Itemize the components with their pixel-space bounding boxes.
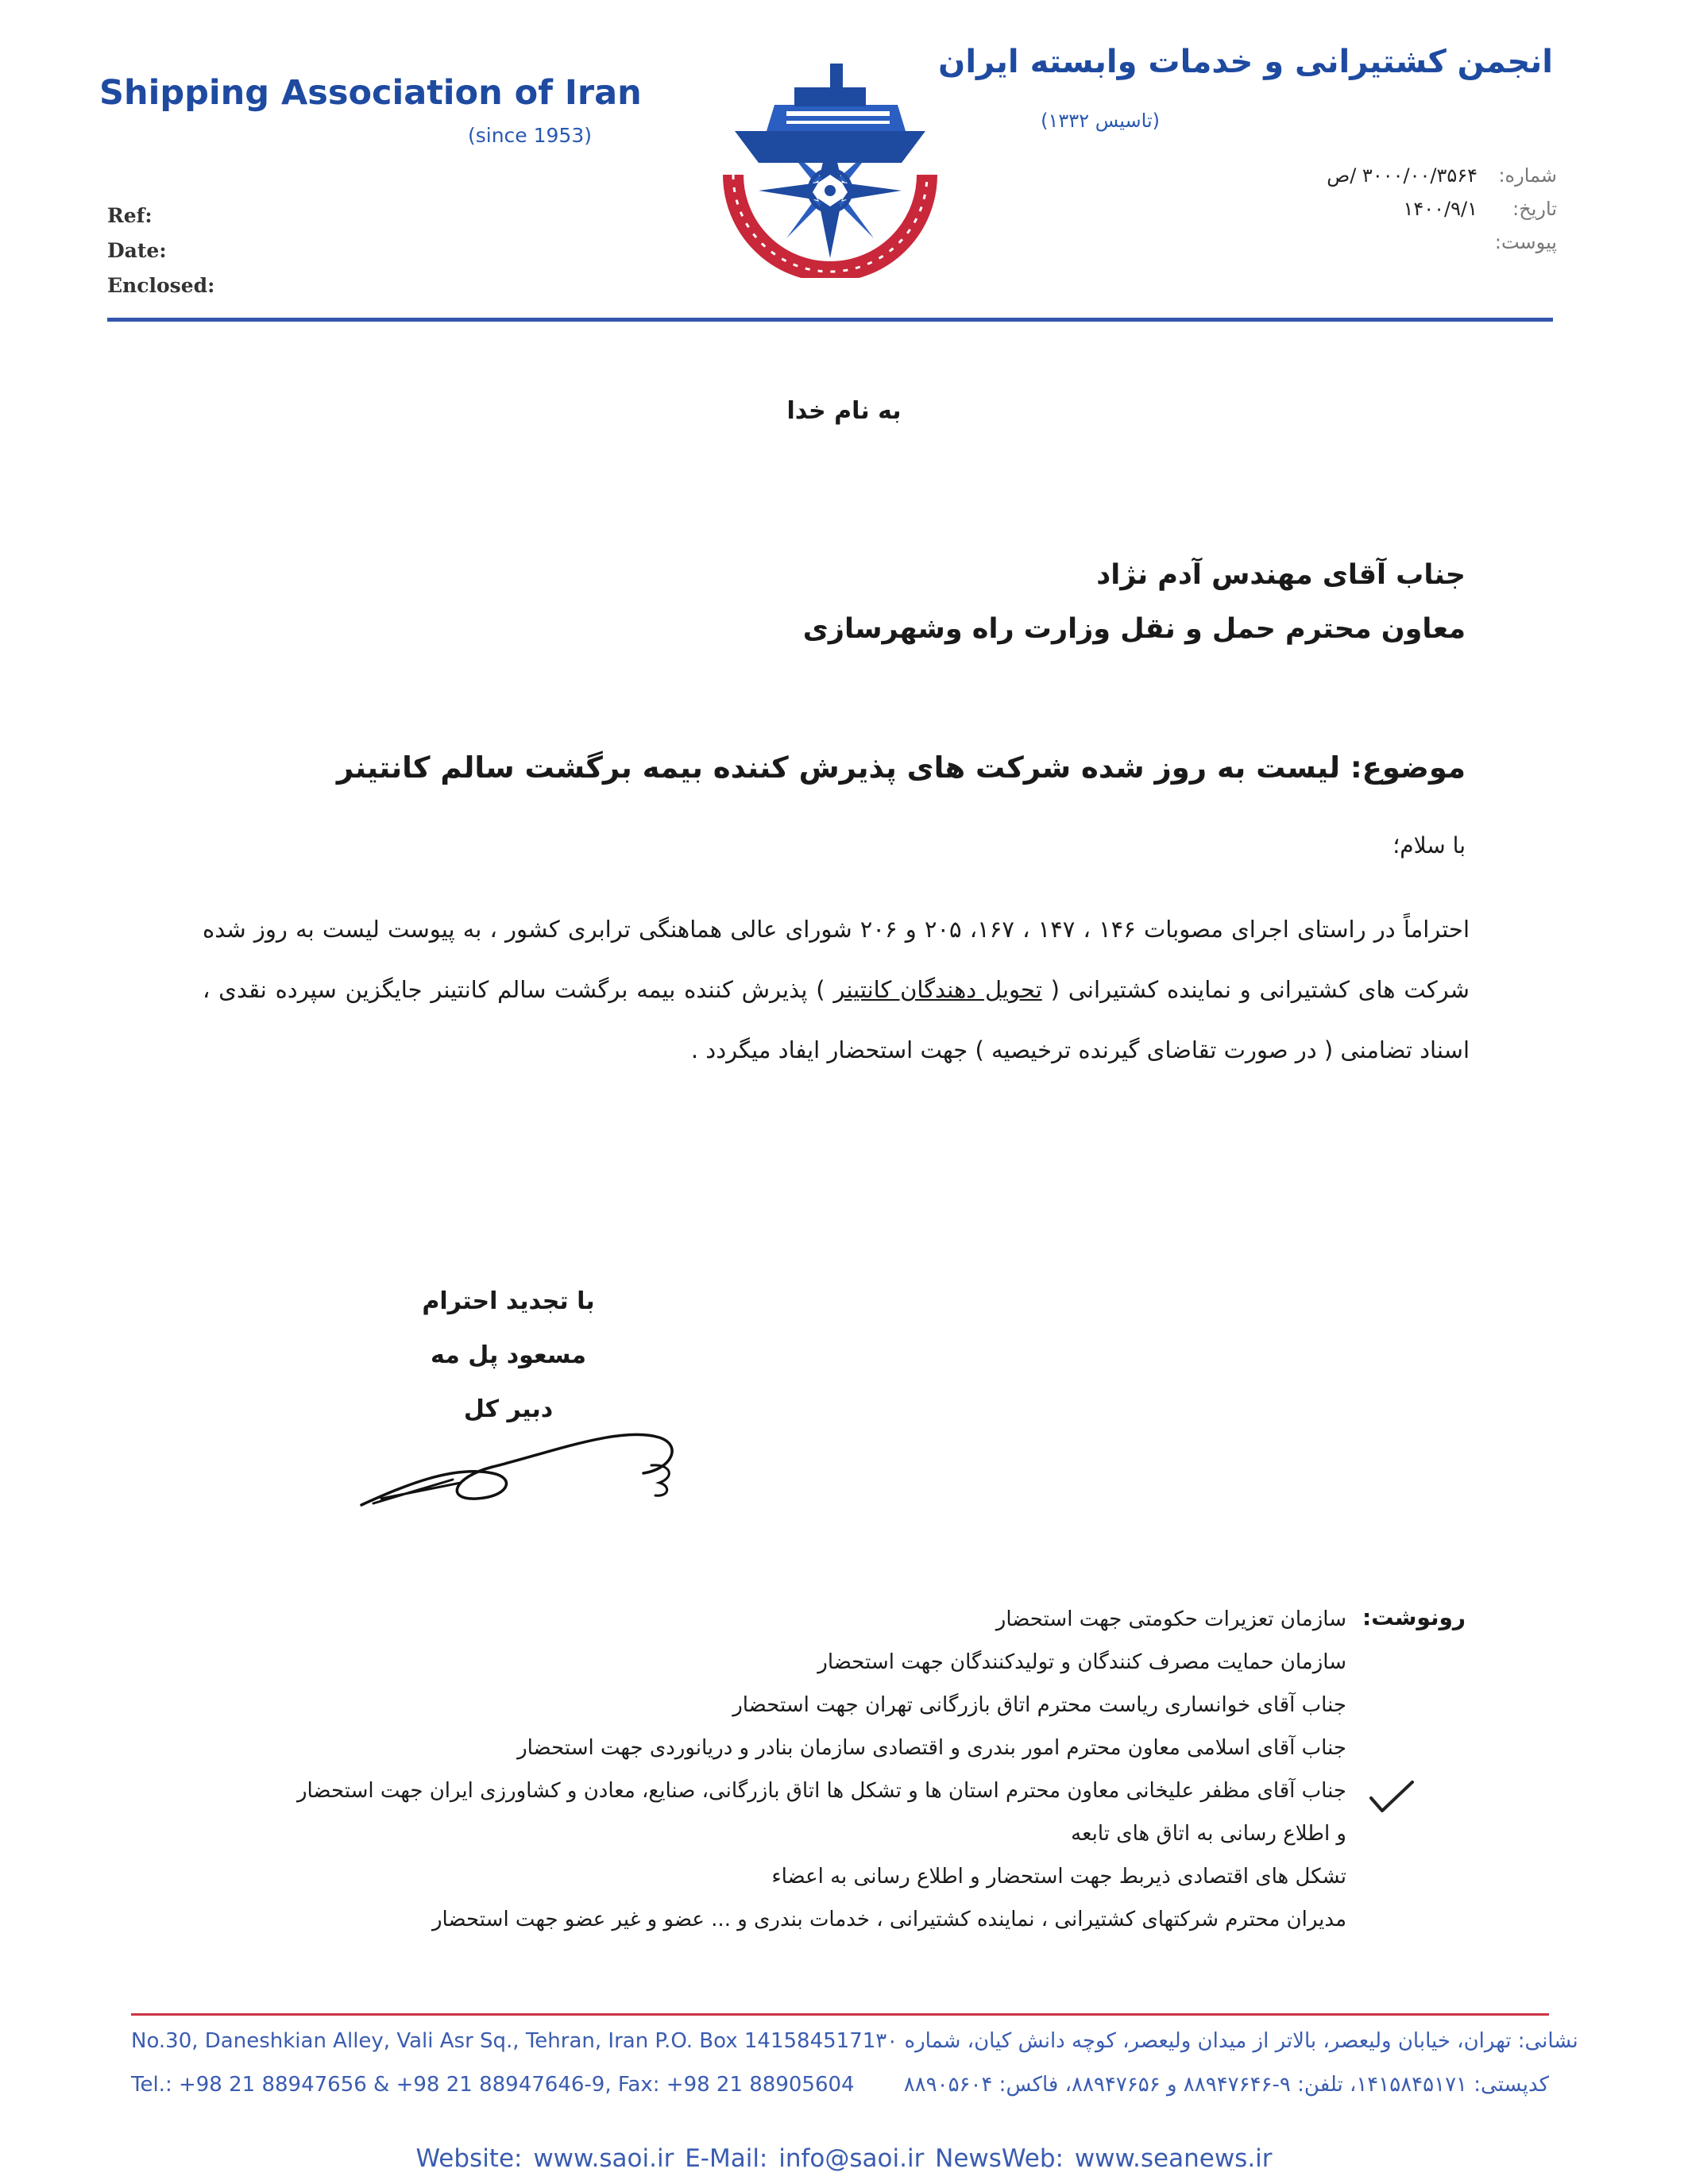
footer-web-links[interactable]: Website: www.saoi.ir E-Mail: info@saoi.ir NewsWeb: www.seanews.ir [415,2144,1273,2173]
reference-labels [107,199,214,303]
enclosed-label: Enclosed: [107,274,215,297]
persian-founded-year: (تاسیس ۱۳۳۲) [1041,110,1160,132]
ref-label: Ref: [107,204,153,227]
cc-item: جناب آقای اسلامی معاون محترم امور بندری و اقتصادی سازمان بنادر و دریانوردی جهت استحضار [517,1736,1346,1760]
recipient-name: جناب آقای مهندس آدم نژاد [1096,559,1466,591]
letter-meta-block [1295,159,1557,259]
number-value: ۳۰۰۰/۰۰/۳۵۶۴ /ص [1327,164,1477,187]
recipient-block [803,548,1466,656]
greeting: با سلام؛ [1393,832,1466,859]
footer-address-line [131,2029,1578,2053]
cc-item: جناب آقای مظفر علیخانی معاون محترم استان ها و تشکل ها اتاق بازرگانی، صنایع، معادن و کشاورزی ایران جهت استحضار [296,1779,1346,1803]
body-paragraph [203,899,1470,1080]
footer-phone-line [131,2073,1549,2097]
footer-address-fa: نشانی: تهران، خیابان ولیعصر، بالاتر از میدان ولیعصر، کوچه دانش کیان، شماره ۳۰ [875,2029,1578,2053]
date-value: ۱۴۰۰/۹/۱ [1403,198,1477,220]
footer-address-en: No.30, Daneshkian Alley, Vali Asr Sq., Tehran, Iran P.O. Box 1415845171 [131,2029,876,2053]
closing-regards: با تجدید احترام [422,1287,595,1315]
date-label-fa: تاریخ: [1512,198,1557,220]
header-divider [107,318,1553,322]
cc-item: سازمان تعزیرات حکومتی جهت استحضار [995,1607,1346,1631]
number-row [1295,159,1557,192]
cc-item: و اطلاع رسانی به اتاق های تابعه [1071,1822,1346,1846]
handwritten-signature [357,1410,691,1521]
body-underlined-text: تحویل دهندگان کانتینر [833,976,1042,1003]
enclosed-row [1295,226,1557,259]
cc-item: جناب آقای خوانساری ریاست محترم اتاق بازرگانی تهران جهت استحضار [732,1693,1346,1717]
footer-phone-en: Tel.: +98 21 88947656 & +98 21 88947646-9, Fax: +98 21 88905604 [131,2073,855,2097]
persian-org-name: انجمن کشتیرانی و خدمات وابسته ایران [938,44,1553,80]
signer-title: دبیر کل [463,1395,554,1423]
date-row [1295,192,1557,226]
letter-subject: موضوع: لیست به روز شده شرکت های پذیرش کننده بیمه برگشت سالم کانتینر [336,751,1466,785]
checkmark-icon [1368,1777,1416,1817]
cc-item: تشکل های اقتصادی ذیربط جهت استحضار و اطلاع رسانی به اعضاء [771,1865,1346,1889]
date-label: Date: [107,239,167,262]
ship-compass-emblem-icon [711,56,949,278]
enclosed-label-fa: پیوست: [1494,231,1557,253]
english-founded-year: (since 1953) [467,124,592,147]
basmala: به نام خدا [786,397,902,425]
cc-list [187,1598,1346,1941]
footer-phone-fa: کدپستی: ۱۴۱۵۸۴۵۱۷۱، تلفن: ۹-۸۸۹۴۷۶۴۶ و ۸۸۹۴۷۶۵۶، فاکس: ۸۸۹۰۵۶۰۴ [903,2073,1549,2097]
body-text-part2: ) پذیرش کننده بیمه برگشت سالم کانتینر جایگزین سپرده نقدی ، اسناد تضامنی ( در صورت تقاضای گیرنده ترخیصیه ) جهت استحضار ایفاد میگردد . [203,976,1470,1063]
recipient-title: معاون محترم حمل و نقل وزارت راه وشهرسازی [802,613,1466,645]
english-org-name: Shipping Association of Iran [99,73,642,113]
signer-name: مسعود پل مه [431,1341,586,1369]
cc-item: سازمان حمایت مصرف کنندگان و تولیدکنندگان جهت استحضار [817,1650,1346,1674]
cc-label: رونوشت: [1362,1604,1466,1630]
cc-item: مدیران محترم شرکتهای کشتیرانی ، نماینده کشتیرانی ، خدمات بندری و ... عضو و غیر عضو جهت استحضار [432,1908,1346,1931]
number-label: شماره: [1498,164,1557,187]
body-text-part1: احتراماً در راستای اجرای مصوبات ۱۴۶ ، ۱۴۷ ، ۱۶۷، ۲۰۵ و ۲۰۶ شورای عالی هماهنگی ترابری کشور ، به پیوست لیست به روز شده شرکت های کشتیرانی و نماینده کشتیرانی ( [203,916,1470,1003]
footer-divider [131,2013,1549,2016]
